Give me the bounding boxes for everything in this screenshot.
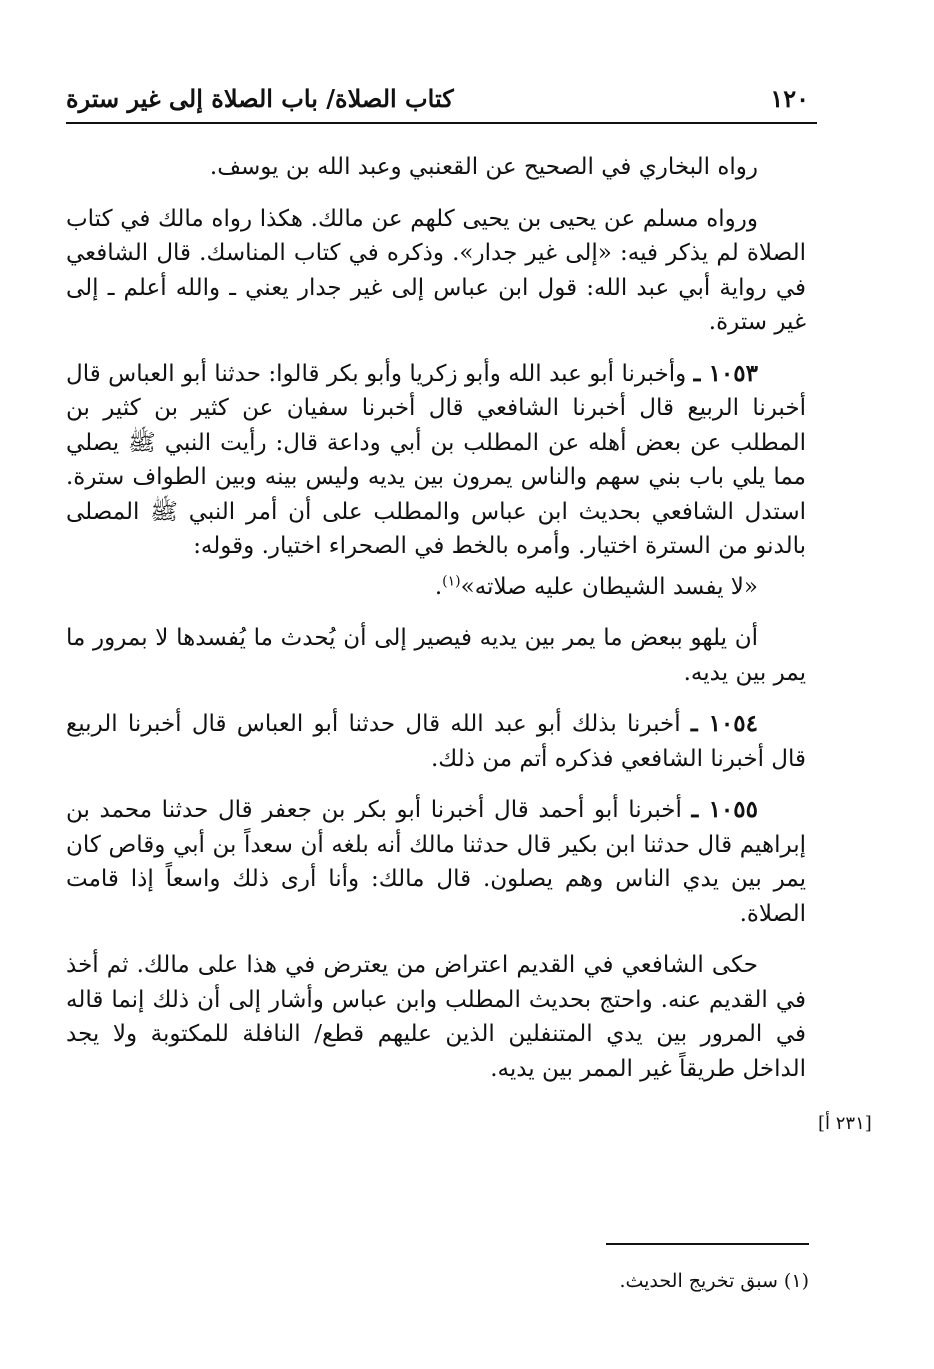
paragraph: ورواه مسلم عن يحيى بن يحيى كلهم عن مالك. هكذا رواه مالك في كتاب الصلاة لم يذكر فيه: «إلى غير جدار». وذكره في كتاب المناسك. قال الشافعي في رواية أبي عبد الله: قول ابن عباس إلى غير جدار يعني ـ والله أعلم ـ إلى غير سترة. [66, 205, 806, 335]
hadith-number: ١٠٥٤ ـ [690, 710, 758, 737]
footnote-ref: (١) [442, 572, 461, 589]
paragraph: حكى الشافعي في القديم اعتراض من يعترض في هذا على مالك. ثم أخذ في القديم عنه. واحتج بحديث المطلب وابن عباس وأشار إلى أن ذلك إنما قاله في المرور بين يدي المتنفلين الذين عليهم قطع/ النافلة للمكتوبة ولا يجد الداخل طريقاً غير الممر بين يديه. [66, 952, 806, 1082]
page-number: ١٢٠ [770, 84, 809, 113]
hadith-paragraph: ١٠٥٥ ـ أخبرنا أبو أحمد قال أخبرنا أبو بكر بن جعفر قال حدثنا محمد بن إبراهيم قال حدثنا ابن بكير قال حدثنا مالك أنه بلغه أن سعداً بن أبي وقاص كان يمر بين يدي الناس وهم يصلون. قال مالك: وأنا أرى ذلك واسعاً إذا قامت الصلاة. [66, 796, 806, 927]
hadith-number: ١٠٥٣ ـ [693, 359, 758, 387]
hadith-number: ١٠٥٥ ـ [691, 796, 758, 823]
running-title: كتاب الصلاة/ باب الصلاة إلى غير سترة [66, 84, 454, 113]
paragraph: رواه البخاري في الصحيح عن القعنبي وعبد الله بن يوسف. [209, 154, 758, 180]
footnote-divider [606, 1243, 809, 1245]
manuscript-folio-note: [٢٣١ أ] [818, 1113, 872, 1134]
header-divider [66, 122, 817, 124]
footnote: (١) سبق تخريج الحديث. [619, 1270, 809, 1292]
hadith-paragraph: ١٠٥٤ ـ أخبرنا بذلك أبو عبد الله قال حدثنا أبو العباس قال أخبرنا الربيع قال أخبرنا الشافعي فذكره أتم من ذلك. [66, 710, 806, 772]
paragraph: أن يلهو ببعض ما يمر بين يديه فيصير إلى أن يُحدث ما يُفسدها لا بمرور ما يمر بين يديه. [66, 625, 806, 686]
quote-paragraph: «لا يفسد الشيطان عليه صلاته»$^{(١)}$. [434, 572, 758, 600]
main-text [66, 150, 806, 1103]
hadith-paragraph: ١٠٥٣ ـ وأخبرنا أبو عبد الله وأبو زكريا وأبو بكر قالوا: حدثنا أبو العباس قال أخبرنا الربيع قال أخبرنا الشافعي قال أخبرنا سفيان عن كثير بن كثير بن المطلب عن بعض أهله عن المطلب بن أبي وداعة قال: رأيت النبي ﷺ يصلي مما يلي باب بني سهم والناس يمرون بين يديه وليس بينه وبين الطواف سترة. استدل الشافعي بحديث ابن عباس والمطلب على أن أمر النبي ﷺ المصلى بالدنو من السترة اختيار. وأمره بالخط في الصحراء اختيار. وقوله: [66, 359, 806, 559]
page-header [66, 78, 817, 118]
